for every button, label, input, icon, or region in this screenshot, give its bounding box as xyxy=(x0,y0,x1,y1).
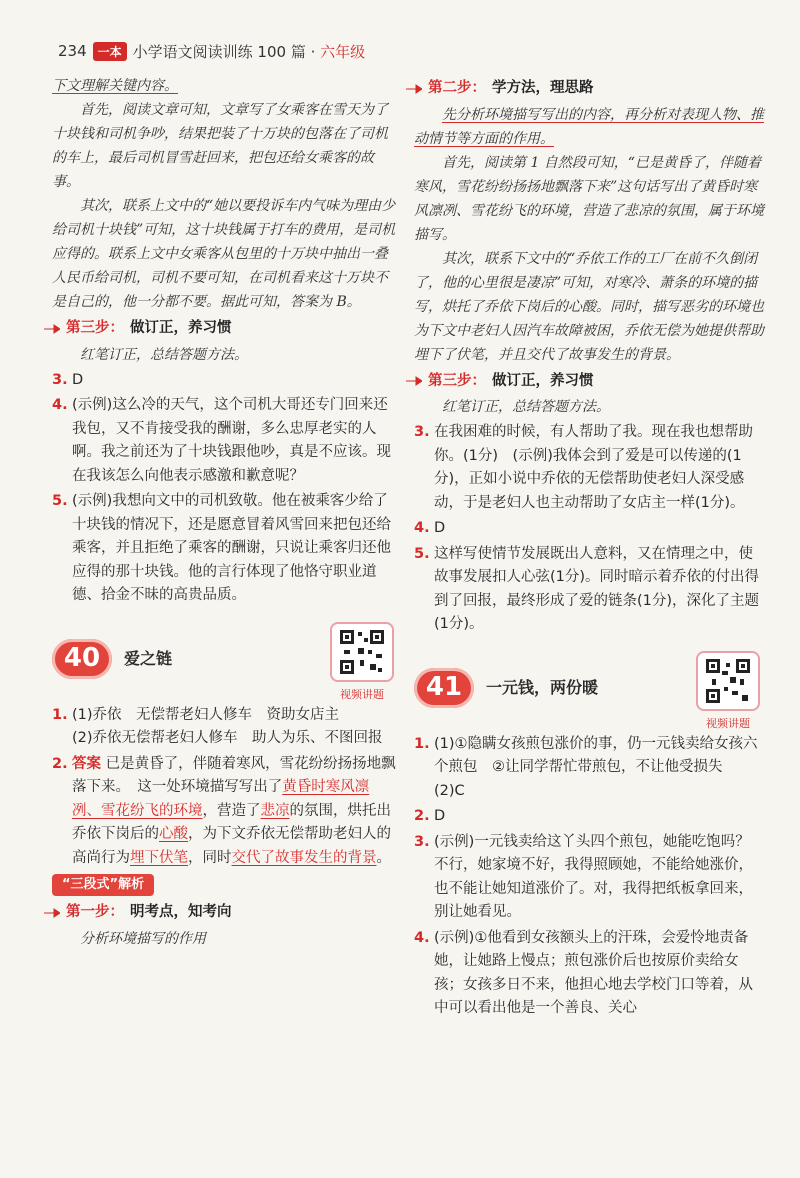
r-analysis-para-1: 首先，阅读第 1 自然段可知，“已是黄昏了，伴随着寒风，雪花纷纷扬扬地飘落下来”这句话写出了黄昏时寒风凛冽、雪花纷飞的环境，营造了悲凉的氛围，属于环境描写。 xyxy=(414,154,764,243)
lesson-40-answer-1 xyxy=(52,704,398,751)
lesson-40-header xyxy=(52,622,398,701)
answer-4 xyxy=(52,394,398,488)
l40-answer-1a: (1)乔依 无偿帮老妇人修车 资助女店主 xyxy=(72,706,340,723)
l41-answer-4-num: 4. xyxy=(414,929,430,946)
page-header xyxy=(58,38,365,64)
answer-4-num: 4. xyxy=(52,397,68,413)
brand-logo: 一本 xyxy=(93,42,127,61)
lesson-41-qr[interactable] xyxy=(692,651,764,736)
lesson-40-answer-2 xyxy=(52,753,398,871)
lesson-40-number: 40 xyxy=(52,639,112,679)
video-lesson-label: 视频讲题 xyxy=(706,716,750,730)
answer-prefix: 答案 xyxy=(72,755,101,772)
lesson-41-title: 一元钱，两份暖 xyxy=(486,677,599,697)
l40-a2-r4: 埋下伏笔 xyxy=(130,849,188,866)
page-number: 234 xyxy=(58,42,87,60)
answer-5-num: 5. xyxy=(52,493,68,509)
l40-a2-r5: 交代了故事发生的背景 xyxy=(231,849,377,866)
r-answer-4-num: 4. xyxy=(414,520,430,536)
l40-a2-t2: ，营造了 xyxy=(202,802,261,819)
step-3-label: 第三步： xyxy=(66,320,124,336)
pointer-icon xyxy=(406,84,422,94)
book-title-text: 小学语文阅读训练 100 篇 · xyxy=(132,42,321,61)
video-lesson-label: 视频讲题 xyxy=(340,687,384,701)
r-answer-5-num: 5. xyxy=(414,545,430,562)
step-2-title: 学方法，理思路 xyxy=(492,80,594,96)
lesson-41-number: 41 xyxy=(414,668,474,708)
l40-a2-t5: ，同时 xyxy=(188,849,232,866)
answer-4-text: (示例)这么冷的天气，这个司机大哥还专门回来还我包，又不肯接受我的酬谢，多么忠厚老实的人啊。我之前还为了十块钱跟他吵，真是不应该。现在我该怎么向他表示感激和歉意呢？ xyxy=(72,397,391,484)
l41-answer-3-text: (示例)一元钱卖给这丫头四个煎包，她能吃饱吗？不行，她家境不好，我得照顾她，不能给她涨价，也不能让她知道涨价了。对，我得把纸板拿回来，别让她看见。 xyxy=(434,833,753,920)
r-analysis-para-2: 其次，联系下文中的“乔依工作的工厂在前不久倒闭了，他的心里很是凄凉”可知，对寒冷、萧条的环境的描写，烘托了乔依下岗后的心酸。同时，描写恶劣的环境也为下文中老妇人因汽车故障被困，乔依无偿为她提供帮助埋下了伏笔，并且交代了故事发生的背景。 xyxy=(414,250,764,363)
l40-a2-r2: 悲凉 xyxy=(260,802,290,819)
analysis-para-1: 首先，阅读文章可知，文章写了女乘客在雪天为了十块钱和司机争吵，结果把装了十万块的包落在了司机的车上，最后司机冒雪赶回来，把包还给女乘客的故事。 xyxy=(52,102,388,190)
step-1-text: 分析环境描写的作用 xyxy=(80,930,206,947)
l40-a2-t4: ，为下文乔依无偿帮助老妇人的高尚行为 xyxy=(72,826,391,866)
l41-answer-1b: (2)C xyxy=(434,782,465,799)
step-2-heading xyxy=(406,77,764,101)
lesson-41-header xyxy=(414,651,764,730)
r-answer-5 xyxy=(414,543,764,637)
r-step-3-label: 第三步： xyxy=(428,372,486,389)
analysis-para-2: 其次，联系上文中的“她以要投诉车内气味为理由少给司机十块钱”可知，这十块钱属于打车的费用，是司机应得的。联系上文中女乘客从包里的十万块中抽出一叠人民币给司机，司机不要可知，在司机看来这十万块不是自己的，他一分都不要。据此可知，答案为 B。 xyxy=(52,198,396,310)
book-title xyxy=(133,41,366,62)
lesson-40-title: 爱之链 xyxy=(124,648,173,668)
qr-code-icon[interactable] xyxy=(330,622,394,682)
l40-a2-t1: 已是黄昏了，伴随着寒风，雪花纷纷扬扬地飘落下来。 这一处环境描写写出了 xyxy=(72,755,396,795)
lesson-41-answer-3 xyxy=(414,831,764,925)
r-step-3-title: 做订正，养习惯 xyxy=(492,372,594,389)
step-3-title: 做订正，养习惯 xyxy=(130,320,232,336)
pointer-icon xyxy=(44,324,60,334)
step-1-heading xyxy=(44,901,398,925)
l41-answer-2-text: D xyxy=(434,808,446,824)
pointer-icon xyxy=(44,908,60,918)
r-answer-3-num: 3. xyxy=(414,424,430,440)
l41-answer-4-text: (示例)①他看到女孩额头上的汗珠，会爱怜地责备她，让她路上慢点；煎包涨价后也按原价卖给女孩；女孩多日不来，他担心地去学校门口等着，从中可以看出他是一个善良、关心 xyxy=(434,929,753,1016)
l40-a2-t3: 的氛围，烘托出乔依下岗后的 xyxy=(72,802,391,842)
grade-label: 六年级 xyxy=(320,42,366,61)
lesson-41-answer-2 xyxy=(414,805,764,829)
answer-5-text: (示例)我想向文中的司机致敬。他在被乘客少给了十块钱的情况下，还是愿意冒着风雪回来把包还给乘客，并且拒绝了乘客的酬谢，只说让乘客归还他应得的那十块钱。他的言行体现了他恪守职业道德、拾金不昧的高贵品质。 xyxy=(72,493,391,603)
pointer-icon xyxy=(406,376,422,386)
answer-3-num: 3. xyxy=(52,371,68,388)
l40-a2-r1: 黄昏时寒风凛冽、雪花纷飞的环境 xyxy=(72,779,370,819)
l41-answer-1-num: 1. xyxy=(414,735,430,752)
l40-answer-1b: (2)乔依无偿帮老妇人修车 助人为乐、不图回报 xyxy=(72,730,383,746)
r-answer-3-text: 在我困难的时候，有人帮助了我。现在我也想帮助你。(1分) (示例)我体会到了爱是可以传递的(1分)，正如小说中乔依的无偿帮助使老妇人深受感动，于是老妇人也主动帮助了女店主一样(1分)。 xyxy=(434,424,753,511)
answer-3 xyxy=(52,369,398,393)
qr-code-icon[interactable] xyxy=(696,651,760,711)
r-step-3-heading xyxy=(406,370,764,394)
step-2-method: 先分析环境描写写出的内容，再分析对表现人物、推动情节等方面的作用。 xyxy=(414,106,764,147)
lesson-41-answer-1 xyxy=(414,733,764,804)
step-3-heading xyxy=(44,317,398,341)
step-3-text: 红笔订正，总结答题方法。 xyxy=(80,346,248,363)
r-answer-5-text: 这样写使情节发展既出人意料，又在情理之中，使故事发展扣人心弦(1分)。同时暗示着乔依的付出得到了回报，最终形成了爱的链条(1分)，深化了主题(1分)。 xyxy=(434,545,760,632)
intro-underline: 下文理解关键内容。 xyxy=(52,78,178,94)
left-column xyxy=(52,74,398,951)
l41-answer-3-num: 3. xyxy=(414,833,430,850)
step-1-title: 明考点，知考向 xyxy=(130,904,232,920)
answer-5 xyxy=(52,490,398,608)
l40-a2-t6: 。 xyxy=(376,849,391,866)
l40-answer-1-num: 1. xyxy=(52,706,68,723)
l41-answer-1a: (1)①隐瞒女孩煎包涨价的事，仍一元钱卖给女孩六个煎包 ②让同学帮忙带煎包，不让他受损失 xyxy=(434,735,758,775)
lesson-41-answer-4 xyxy=(414,927,764,1021)
l41-answer-2-num: 2. xyxy=(414,808,430,824)
l40-a2-r3: 心酸 xyxy=(159,826,188,842)
lesson-40-qr[interactable] xyxy=(326,622,398,707)
l40-answer-2-num: 2. xyxy=(52,755,68,772)
analysis-tag: “三段式”解析 xyxy=(52,874,154,896)
step-1-label: 第一步： xyxy=(66,904,124,920)
answer-3-text: D xyxy=(72,371,84,388)
right-column xyxy=(414,74,764,1021)
r-answer-4-text: D xyxy=(434,520,446,536)
r-step-3-text: 红笔订正，总结答题方法。 xyxy=(442,399,610,415)
r-answer-3 xyxy=(414,421,764,515)
step-2-label: 第二步： xyxy=(428,80,486,96)
r-answer-4 xyxy=(414,517,764,541)
